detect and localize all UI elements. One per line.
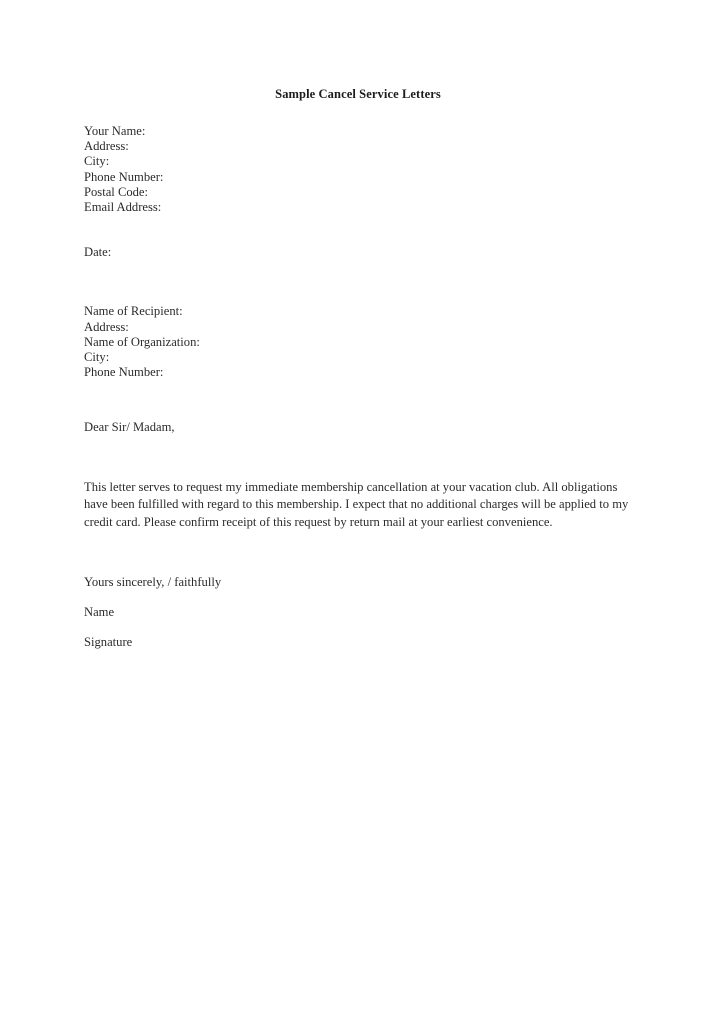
recipient-line-organization: Name of Organization:	[84, 334, 200, 349]
salutation-line: Dear Sir/ Madam,	[84, 420, 175, 435]
closing-valediction: Yours sincerely, / faithfully	[84, 575, 222, 590]
sender-line-your-name: Your Name:	[84, 124, 146, 138]
closing-signature: Signature	[84, 635, 133, 650]
closing-block	[84, 575, 632, 650]
page-title: Sample Cancel Service Letters	[275, 87, 441, 101]
date-block	[84, 245, 632, 260]
sender-address-block	[84, 124, 632, 215]
recipient-line-name: Name of Recipient:	[84, 304, 183, 319]
sender-line-email: Email Address:	[84, 200, 162, 215]
sender-line-address: Address:	[84, 139, 129, 154]
closing-name: Name	[84, 605, 115, 620]
sender-line-phone: Phone Number:	[84, 169, 164, 184]
recipient-line-city: City:	[84, 350, 110, 365]
body-paragraph: This letter serves to request my immediate membership cancellation at your vacation club. All obligations have been fulfilled with regard to this membership. I expect that no additional charges will be applied to my credit card. Please confirm receipt of this request by return mail at your earliest convenience.	[84, 479, 629, 530]
recipient-address-block	[84, 304, 632, 380]
recipient-line-address: Address:	[84, 319, 129, 334]
sender-line-city: City:	[84, 154, 110, 169]
sender-line-postal-code: Postal Code:	[84, 184, 149, 199]
recipient-line-phone: Phone Number:	[84, 365, 164, 380]
salutation-block	[84, 420, 632, 435]
date-line: Date:	[84, 245, 112, 260]
letter-content	[84, 0, 632, 650]
